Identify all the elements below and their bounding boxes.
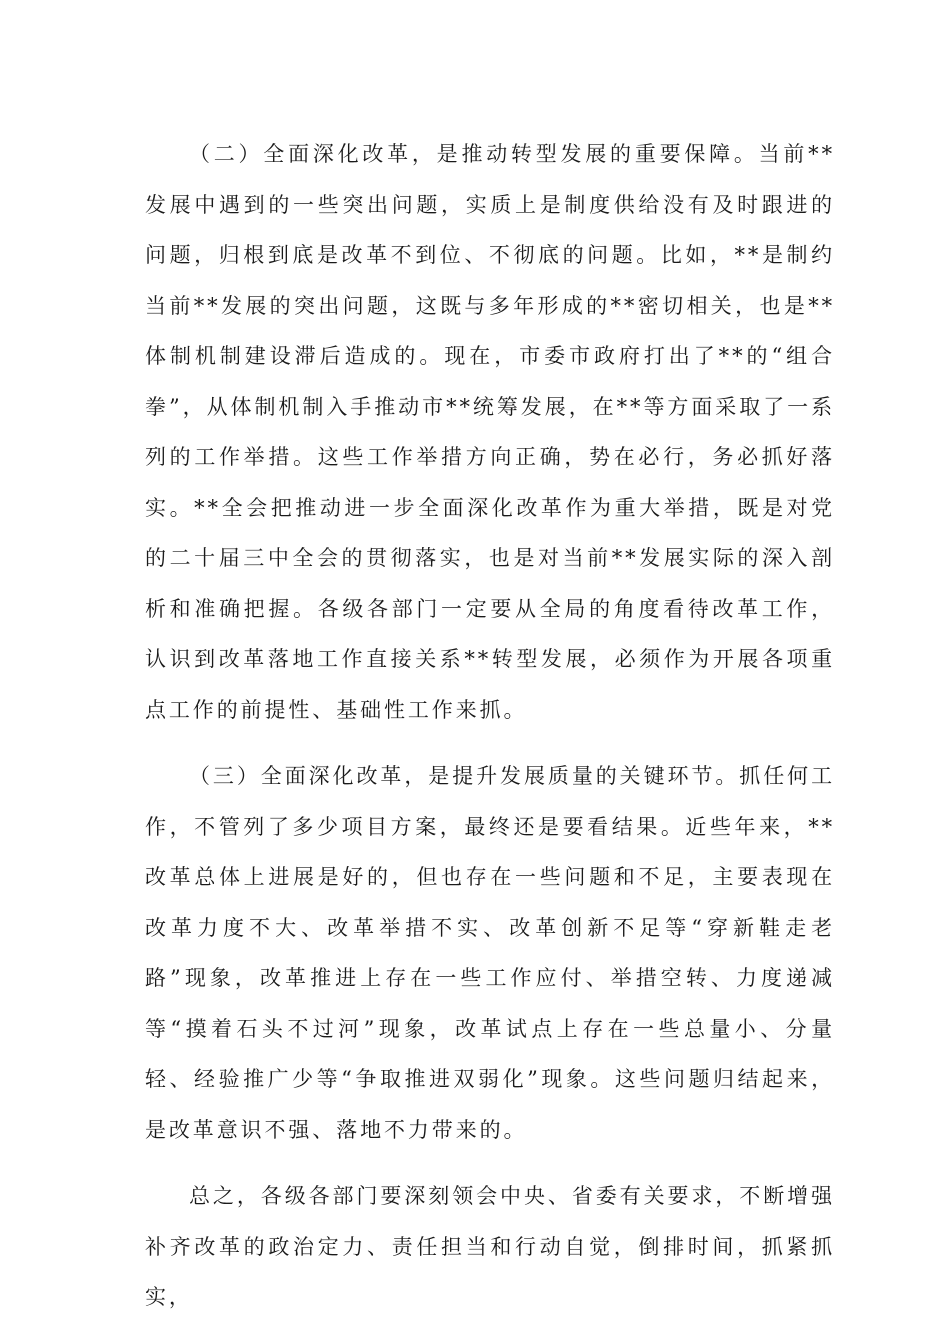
paragraph-reform-quality: （三）全面深化改革，是提升发展质量的关键环节。抓任何工作，不管列了多少项目方案，最终还是要看结果。近些年来，**改革总体上进展是好的，但也存在一些问题和不足，主要表现在改革力度不大、改革举措不实、改革创新不足等“穿新鞋走老路”现象，改革推进上存在一些工作应付、举措空转、力度递减等“摸着石头不过河”现象，改革试点上存在一些总量小、分量轻、经验推广少等“争取推进双弱化”现象。这些问题归结起来，是改革意识不强、落地不力带来的。 — [145, 764, 835, 1142]
paragraph-summary: 总之，各级各部门要深刻领会中央、省委有关要求，不断增强补齐改革的政治定力、责任担当和行动自觉，倒排时间，抓紧抓实， — [145, 1184, 835, 1309]
paragraph-reform-guarantee: （二）全面深化改革，是推动转型发展的重要保障。当前**发展中遇到的一些突出问题，实质上是制度供给没有及时跟进的问题，归根到底是改革不到位、不彻底的问题。比如，**是制约当前**发展的突出问题，这既与多年形成的**密切相关，也是**体制机制建设滞后造成的。现在，市委市政府打出了**的“组合拳”，从体制机制入手推动市**统筹发展，在**等方面采取了一系列的工作举措。这些工作举措方向正确，势在必行，务必抓好落实。**全会把推动进一步全面深化改革作为重大举措，既是对党的二十届三中全会的贯彻落实，也是对当前**发展实际的深入剖析和准确把握。各级各部门一定要从全局的角度看待改革工作，认识到改革落地工作直接关系**转型发展，必须作为开展各项重点工作的前提性、基础性工作来抓。 — [145, 142, 835, 722]
document-body — [145, 129, 835, 1323]
